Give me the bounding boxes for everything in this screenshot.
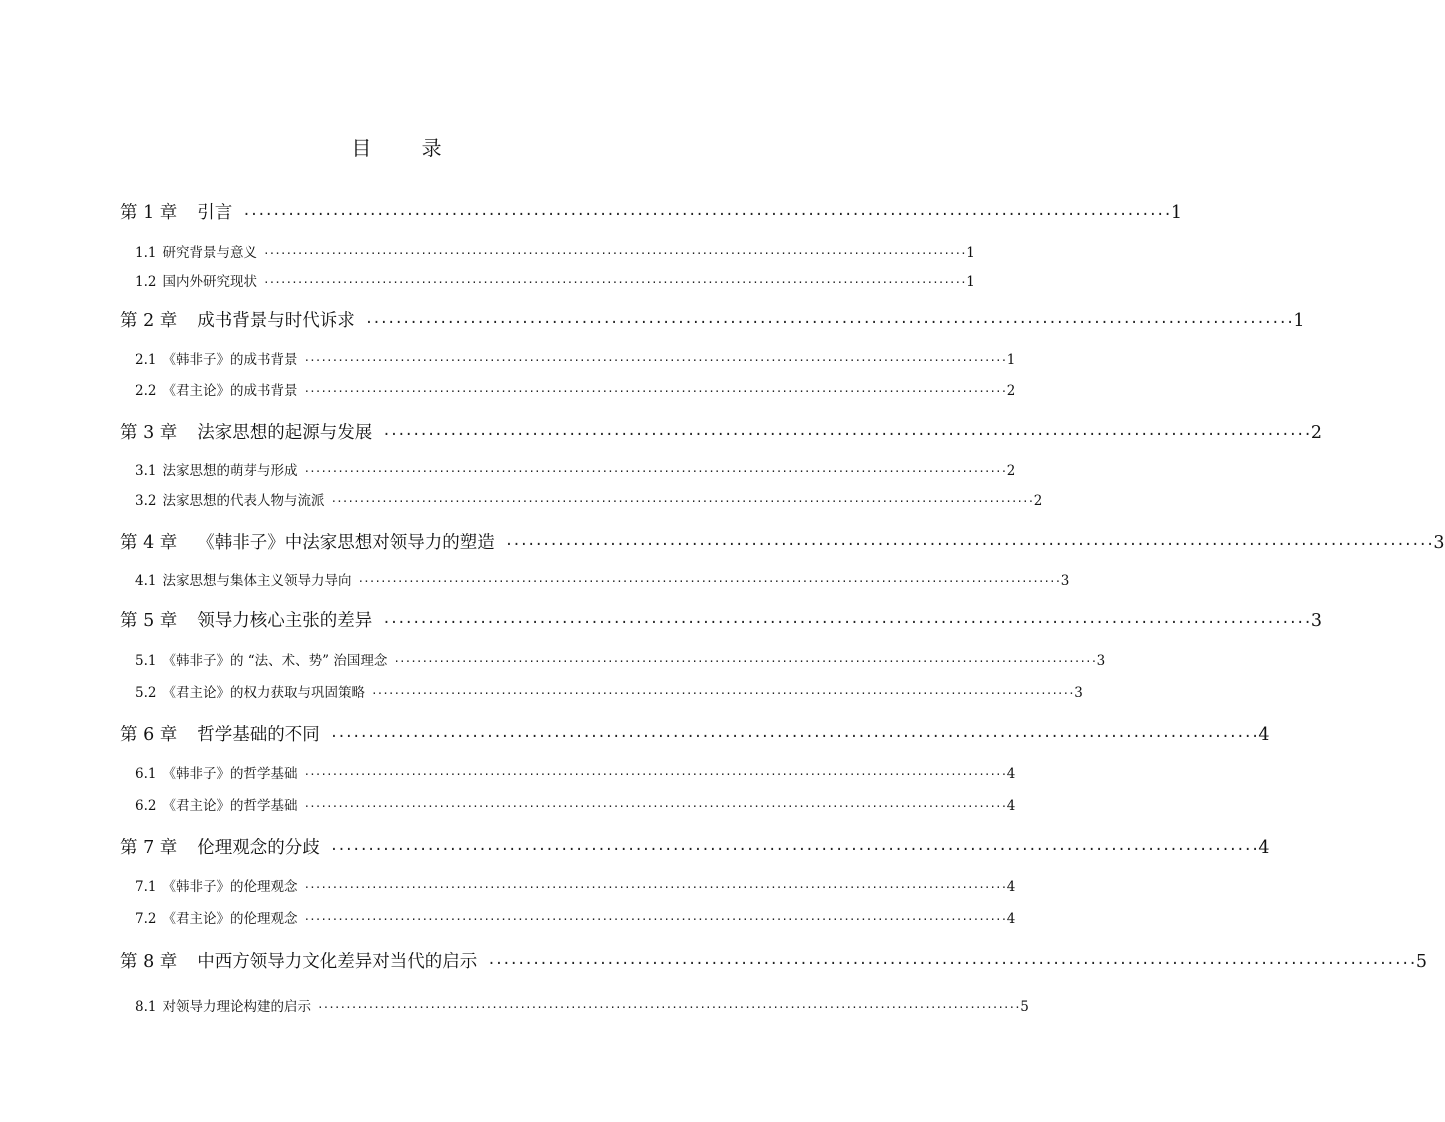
toc-entry-number: 第 2 章 bbox=[120, 311, 178, 331]
toc-entry-number: 第 4 章 bbox=[120, 533, 178, 553]
toc-entry-number: 6.2 bbox=[135, 798, 157, 814]
toc-dot-leader: ····························································································································· bbox=[504, 537, 1434, 553]
toc-section-entry[interactable] bbox=[135, 997, 1029, 1017]
toc-page-number: 4 bbox=[1006, 911, 1016, 927]
toc-chapter-entry[interactable] bbox=[120, 949, 1427, 975]
toc-entry-title: 《君主论》的成书背景 bbox=[162, 383, 298, 399]
toc-entry-title: 《韩非子》的 “法、术、势” 治国理念 bbox=[162, 653, 388, 669]
toc-page-number: 3 bbox=[1433, 533, 1445, 553]
toc-page-number: 4 bbox=[1258, 838, 1270, 858]
toc-section-entry[interactable] bbox=[135, 651, 1106, 671]
toc-dot-leader: ····························································································································· bbox=[329, 729, 1259, 745]
toc-entry-title: 《君主论》的哲学基础 bbox=[162, 798, 298, 814]
toc-page-number: 1 bbox=[966, 245, 975, 261]
toc-chapter-entry[interactable] bbox=[120, 530, 1445, 556]
toc-section-entry[interactable] bbox=[135, 683, 1083, 703]
toc-entry-title: 伦理观念的分歧 bbox=[197, 838, 320, 858]
toc-section-entry[interactable] bbox=[135, 909, 1016, 929]
toc-entry-title: 中西方领导力文化差异对当代的启示 bbox=[197, 952, 478, 972]
toc-page-number: 1 bbox=[1170, 203, 1182, 223]
toc-entry-number: 第 7 章 bbox=[120, 838, 178, 858]
toc-dot-leader: ····························································································································· bbox=[393, 655, 1097, 668]
toc-entry-title: 法家思想的起源与发展 bbox=[197, 423, 373, 443]
toc-title: 目 录 bbox=[351, 136, 464, 160]
toc-entry-number: 1.1 bbox=[135, 245, 157, 261]
toc-chapter-entry[interactable] bbox=[120, 722, 1270, 748]
toc-entry-number: 4.1 bbox=[135, 573, 157, 589]
toc-dot-leader: ····························································································································· bbox=[303, 354, 1007, 367]
toc-section-entry[interactable] bbox=[135, 461, 1016, 481]
toc-entry-number: 5.2 bbox=[135, 685, 157, 701]
toc-entry-title: 引言 bbox=[197, 203, 233, 223]
toc-dot-leader: ····························································································································· bbox=[303, 913, 1007, 926]
toc-section-entry[interactable] bbox=[135, 491, 1043, 511]
toc-entry-title: 法家思想与集体主义领导力导向 bbox=[162, 573, 352, 589]
toc-dot-leader: ····························································································································· bbox=[303, 881, 1007, 894]
toc-dot-leader: ····························································································································· bbox=[262, 247, 966, 260]
toc-entry-title: 法家思想的代表人物与流派 bbox=[162, 493, 325, 509]
toc-entry-number: 2.2 bbox=[135, 383, 157, 399]
toc-page-number: 3 bbox=[1060, 573, 1070, 589]
toc-page-number: 4 bbox=[1006, 766, 1016, 782]
toc-chapter-entry[interactable] bbox=[120, 608, 1322, 634]
toc-entry-number: 6.1 bbox=[135, 766, 157, 782]
toc-page-number: 1 bbox=[1293, 311, 1305, 331]
toc-dot-leader: ····························································································································· bbox=[329, 842, 1259, 858]
toc-entry-number: 第 5 章 bbox=[120, 611, 178, 631]
toc-section-entry[interactable] bbox=[135, 796, 1016, 816]
toc-entry-number: 8.1 bbox=[135, 999, 157, 1015]
toc-section-entry[interactable] bbox=[135, 243, 975, 263]
toc-entry-title: 《君主论》的权力获取与巩固策略 bbox=[162, 685, 365, 701]
toc-entry-number: 3.2 bbox=[135, 493, 157, 509]
toc-page-number: 1 bbox=[1006, 352, 1016, 368]
toc-dot-leader: ····························································································································· bbox=[262, 276, 966, 289]
toc-section-entry[interactable] bbox=[135, 350, 1016, 370]
toc-section-entry[interactable] bbox=[135, 571, 1070, 591]
toc-page-number: 1 bbox=[966, 274, 975, 290]
toc-entry-number: 1.2 bbox=[135, 274, 157, 290]
toc-page-number: 4 bbox=[1006, 798, 1016, 814]
toc-page-number: 4 bbox=[1006, 879, 1016, 895]
toc-page-number: 4 bbox=[1258, 725, 1270, 745]
toc-entry-number: 7.1 bbox=[135, 879, 157, 895]
toc-entry-title: 《韩非子》的伦理观念 bbox=[162, 879, 298, 895]
toc-page-number: 2 bbox=[1006, 463, 1016, 479]
toc-page-number: 2 bbox=[1310, 423, 1322, 443]
toc-chapter-entry[interactable] bbox=[120, 835, 1270, 861]
toc-section-entry[interactable] bbox=[135, 272, 975, 292]
toc-page-number: 5 bbox=[1415, 952, 1427, 972]
toc-dot-leader: ····························································································································· bbox=[242, 207, 1171, 223]
toc-chapter-entry[interactable] bbox=[120, 200, 1182, 226]
toc-dot-leader: ····························································································································· bbox=[303, 465, 1007, 478]
toc-entry-number: 3.1 bbox=[135, 463, 157, 479]
toc-dot-leader: ····························································································································· bbox=[382, 615, 1311, 631]
toc-entry-title: 对领导力理论构建的启示 bbox=[162, 999, 311, 1015]
toc-page-number: 3 bbox=[1096, 653, 1106, 669]
toc-entry-title: 哲学基础的不同 bbox=[197, 725, 320, 745]
toc-entry-title: 《韩非子》的成书背景 bbox=[162, 352, 298, 368]
toc-dot-leader: ····························································································································· bbox=[330, 495, 1034, 508]
toc-page-number: 5 bbox=[1020, 999, 1029, 1015]
toc-entry-title: 国内外研究现状 bbox=[162, 274, 257, 290]
toc-section-entry[interactable] bbox=[135, 877, 1016, 897]
toc-section-entry[interactable] bbox=[135, 764, 1016, 784]
toc-entry-title: 成书背景与时代诉求 bbox=[197, 311, 355, 331]
toc-dot-leader: ····························································································································· bbox=[364, 315, 1294, 331]
toc-page-number: 2 bbox=[1006, 383, 1016, 399]
toc-entry-title: 研究背景与意义 bbox=[162, 245, 257, 261]
toc-entry-number: 5.1 bbox=[135, 653, 157, 669]
toc-entry-number: 第 1 章 bbox=[120, 203, 178, 223]
toc-entry-title: 法家思想的萌芽与形成 bbox=[162, 463, 298, 479]
toc-dot-leader: ····························································································································· bbox=[303, 800, 1007, 813]
toc-dot-leader: ····························································································································· bbox=[357, 575, 1061, 588]
toc-dot-leader: ····························································································································· bbox=[487, 956, 1416, 972]
toc-section-entry[interactable] bbox=[135, 381, 1016, 401]
toc-page-number: 3 bbox=[1074, 685, 1083, 701]
toc-entry-number: 第 8 章 bbox=[120, 952, 178, 972]
toc-dot-leader: ····························································································································· bbox=[303, 385, 1007, 398]
toc-page-number: 2 bbox=[1033, 493, 1043, 509]
toc-page-number: 3 bbox=[1310, 611, 1322, 631]
toc-dot-leader: ····························································································································· bbox=[316, 1001, 1020, 1014]
toc-entry-title: 《君主论》的伦理观念 bbox=[162, 911, 298, 927]
toc-entry-number: 第 3 章 bbox=[120, 423, 178, 443]
toc-entry-title: 领导力核心主张的差异 bbox=[197, 611, 373, 631]
toc-chapter-entry[interactable] bbox=[120, 420, 1322, 446]
toc-dot-leader: ····························································································································· bbox=[370, 687, 1074, 700]
toc-dot-leader: ····························································································································· bbox=[303, 768, 1007, 781]
toc-chapter-entry[interactable] bbox=[120, 308, 1305, 334]
toc-entry-title: 《韩非子》的哲学基础 bbox=[162, 766, 298, 782]
toc-entry-title: 《韩非子》中法家思想对领导力的塑造 bbox=[197, 533, 495, 553]
toc-entry-number: 2.1 bbox=[135, 352, 157, 368]
toc-entry-number: 7.2 bbox=[135, 911, 157, 927]
toc-entry-number: 第 6 章 bbox=[120, 725, 178, 745]
toc-dot-leader: ····························································································································· bbox=[382, 427, 1311, 443]
